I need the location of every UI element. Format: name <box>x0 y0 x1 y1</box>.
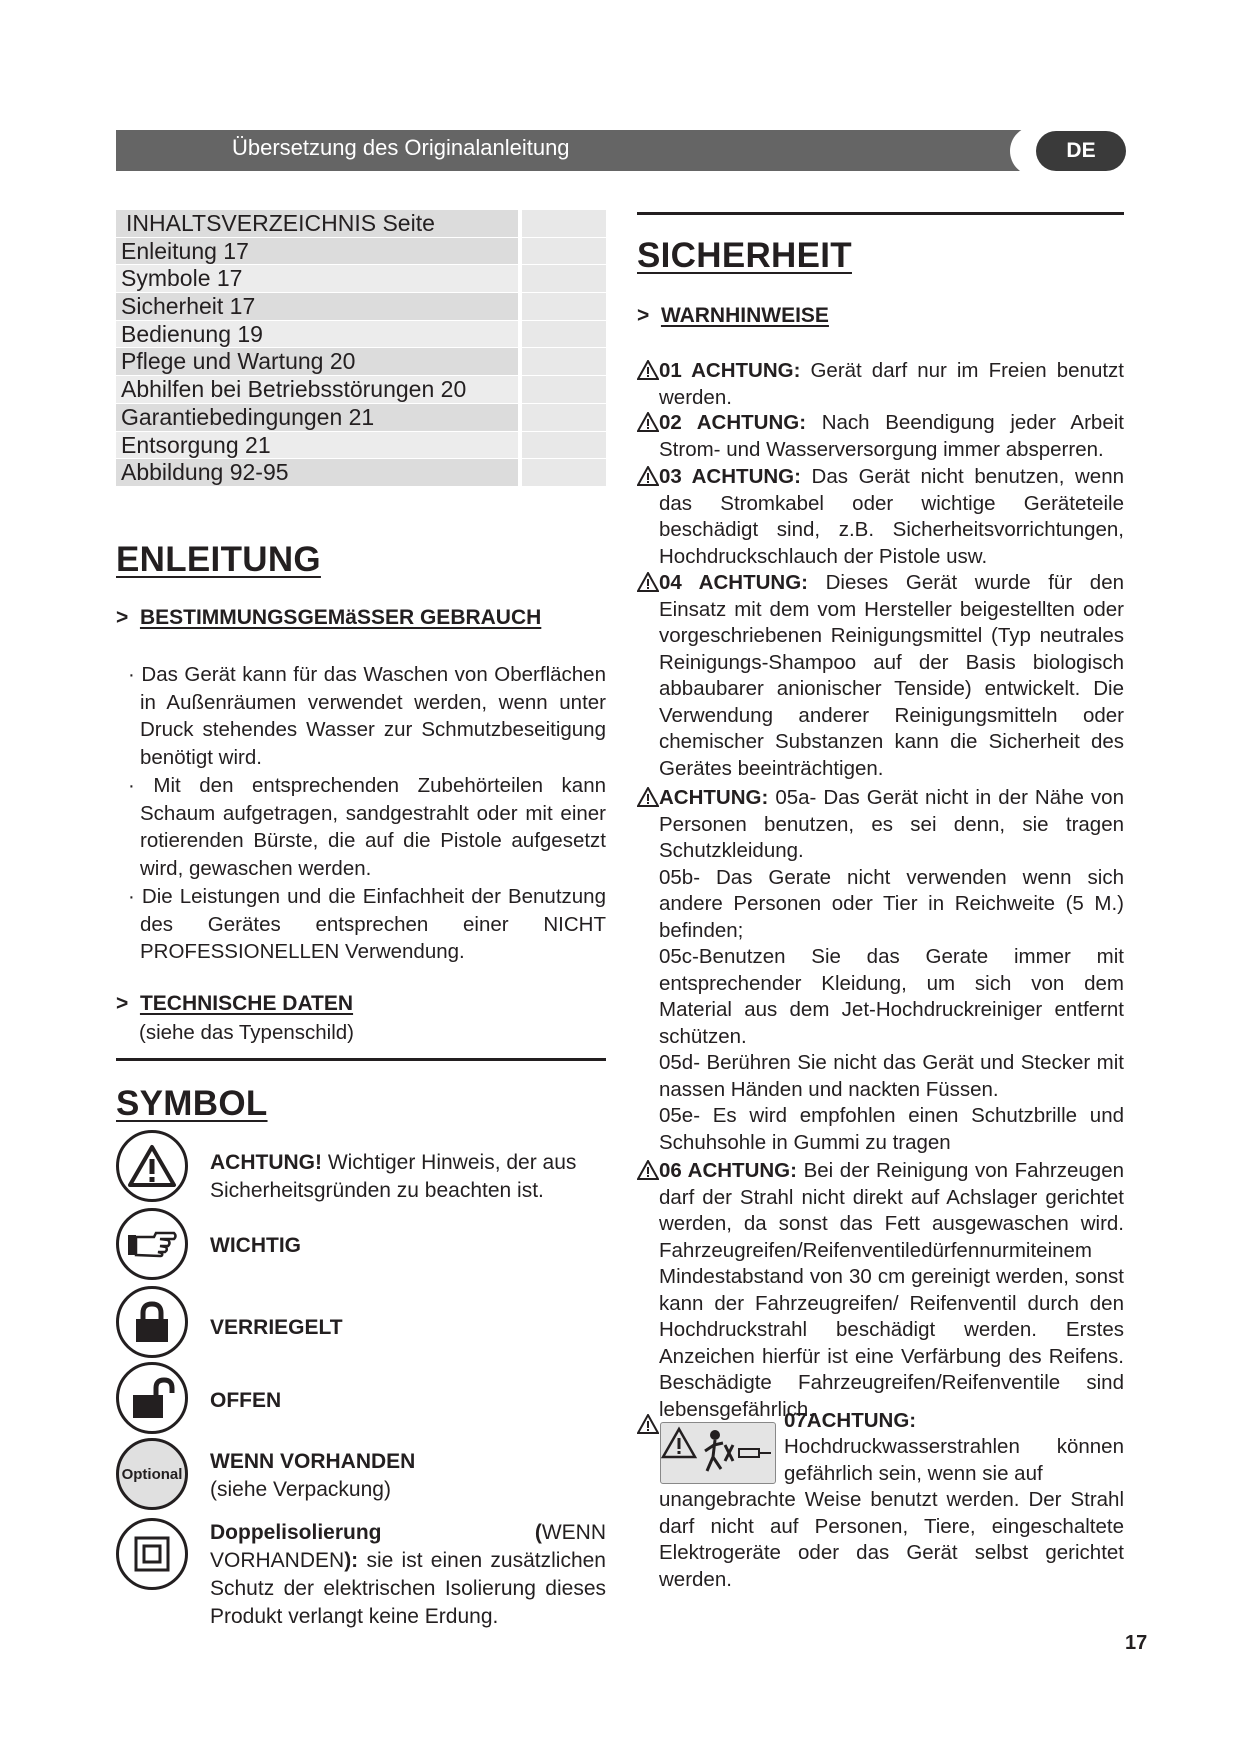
warning-03 <box>637 464 1124 570</box>
doppelisolierung-description <box>210 1519 606 1631</box>
toc-item: Garantiebedingungen 21 <box>116 404 518 432</box>
warnhinweise-title: WARNHINWEISE <box>660 304 829 327</box>
divider-line <box>637 212 1124 215</box>
warning-triangle-icon <box>637 787 659 807</box>
w05c-text: 05c-Benutzen Sie das Gerate immer mit entsprechender Kleidung, um sich von dem Material aus dem Jet-Hochdruckreiniger entfernt schützen. <box>659 945 1124 1048</box>
w07a-text: Hochdruckwasserstrahlen können gefährlich sein, wenn sie auf <box>784 1435 1124 1485</box>
w07b-text: unangebrachte Weise benutzt werden. Der Strahl darf nicht auf Personen, Tiere, eingeschaltete Elektrogeräte oder das Gerät selbst gerichtet werden. <box>659 1488 1124 1591</box>
w04-label: 04 ACHTUNG: <box>659 571 808 594</box>
w06-text: Bei der Reinigung von Fahrzeugen darf der Strahl nicht direkt auf Achslager gerichtet werden, da sonst das Fett ausgewaschen wird. Fahrzeugreifen/Reifenventiledürfennurmiteinem Mindestabstand von 30 cm gereinigt werden, sonst kann der Fahrzeugreifen/ Reifenventil durch den Hochdruckstrahl beschädigt werden. Erstes Anzeichen hierfür ist eine Verfärbung des Reifens. Beschädigte Fahrzeugreifen/Reifenventile sind lebensgefährlich. <box>659 1159 1125 1421</box>
w01-text: Gerät darf nur im Freien benutzt werden. <box>659 359 1124 409</box>
doppel-close: ): <box>344 1549 359 1572</box>
w02-label: 02 ACHTUNG: <box>659 411 807 434</box>
w05d-text: 05d- Berühren Sie nicht das Gerät und Stecker mit nassen Händen und nackten Füssen. <box>659 1051 1124 1101</box>
bestimmung-subheading <box>116 606 541 630</box>
achtung-text: Wichtiger Hinweis, der aus Sicherheitsgründen zu beachten ist. <box>210 1151 577 1202</box>
w06-label: 06 ACHTUNG: <box>659 1159 797 1182</box>
toc-item: Abbildung 92-95 <box>116 459 518 487</box>
toc-row <box>116 238 608 266</box>
bullet-2: · Mit den entsprechenden Zubehörteilen kann Schaum aufgetragen, sandgestrahlt oder mit einer rotierenden Bürste, die auf die Pistole aufgesetzt wird, gewaschen werden. <box>128 774 606 880</box>
w03-label: 03 ACHTUNG: <box>659 465 801 488</box>
language-badge: DE <box>1036 131 1126 171</box>
achtung-label: ACHTUNG! <box>210 1151 322 1174</box>
w05e-text: 05e- Es wird empfohlen einen Schutzbrille und Schuhsohle in Gummi zu tragen <box>659 1104 1124 1154</box>
toc-item: Entsorgung 21 <box>116 432 518 460</box>
toc-row <box>116 293 608 321</box>
toc-row <box>116 265 608 293</box>
wenn-vorhanden-note: (siehe Verpackung) <box>210 1478 391 1501</box>
toc-heading: INHALTSVERZEICHNIS Seite <box>116 210 518 238</box>
warning-02 <box>637 410 1124 463</box>
toc-item: Symbole 17 <box>116 265 518 293</box>
arrow-icon: > <box>637 304 650 327</box>
optional-icon-text: Optional <box>121 1465 183 1483</box>
warning-04 <box>637 570 1124 782</box>
doppel-paren: WENN VORHANDEN <box>210 1521 606 1572</box>
divider-line <box>116 1058 606 1061</box>
arrow-icon: > <box>116 992 129 1015</box>
pointing-hand-icon <box>116 1208 188 1280</box>
toc-row <box>116 321 608 349</box>
toc-item: Bedienung 19 <box>116 321 518 349</box>
lock-open-icon <box>116 1362 188 1434</box>
lock-closed-icon <box>116 1286 188 1358</box>
toc-item: Pflege und Wartung 20 <box>116 348 518 376</box>
w07-label: 07ACHTUNG: <box>784 1409 917 1432</box>
achtung-description <box>210 1149 590 1205</box>
warning-triangle-icon <box>637 1414 659 1434</box>
warnhinweise-subheading <box>637 304 829 328</box>
w01-label: 01 ACHTUNG: <box>659 359 801 382</box>
bullet-3: · Die Leistungen und die Einfachheit der Benutzung des Gerätes entsprechen einer NICHT PROFESSIONELLEN Verwendung. <box>128 885 606 963</box>
warning-triangle-icon <box>637 1160 659 1180</box>
wichtig-label: WICHTIG <box>210 1234 301 1257</box>
toc-item: Sicherheit 17 <box>116 293 518 321</box>
warning-05 <box>637 785 1124 1156</box>
offen-label: OFFEN <box>210 1389 282 1412</box>
toc-row <box>116 348 608 376</box>
bullet-1: · Das Gerät kann für das Waschen von Oberflächen in Außenräumen verwendet werden, wenn unter Druck stehendes Wasser zur Schmutzbeseitigung benötigt wird. <box>128 663 606 769</box>
warning-icon <box>116 1130 188 1202</box>
verriegelt-label: VERRIEGELT <box>210 1316 343 1339</box>
w05b-text: 05b- Das Gerate nicht verwenden wenn sich andere Personen oder Tier in Reichweite (5 M.) befinden; <box>659 865 1124 942</box>
w05a-text: 05a- Das Gerät nicht in der Nähe von Personen benutzen, es sei denn, sie tragen Schutzkleidung. <box>659 786 1124 862</box>
water-jet-warning-image <box>660 1422 776 1484</box>
double-insulation-icon <box>116 1518 188 1590</box>
toc-row <box>116 459 608 487</box>
toc-row <box>116 210 608 238</box>
w02-text: Nach Beendigung jeder Arbeit Strom- und Wasserversorgung immer absperren. <box>659 411 1124 461</box>
toc-item: Enleitung 17 <box>116 238 518 266</box>
w05-label: ACHTUNG: <box>659 786 769 809</box>
toc-item: Abhilfen bei Betriebsstörungen 20 <box>116 376 518 404</box>
wenn-vorhanden-label: WENN VORHANDEN <box>210 1450 416 1473</box>
w05a <box>659 785 1124 865</box>
technische-subheading <box>116 992 353 1016</box>
doppel-label: Doppelisolierung ( <box>210 1521 542 1544</box>
warning-triangle-icon <box>637 412 659 432</box>
toc-row <box>116 404 608 432</box>
table-of-contents <box>116 210 608 487</box>
technische-note: (siehe das Typenschild) <box>139 1021 354 1044</box>
doppel-text: sie ist einen zusätzlichen Schutz der elektrischen Isolierung dieses Produkt verlangt keine Erdung. <box>210 1549 606 1628</box>
page-number: 17 <box>1125 1632 1148 1654</box>
toc-row <box>116 376 608 404</box>
optional-icon <box>116 1438 188 1510</box>
symbol-heading: SYMBOL <box>116 1084 268 1123</box>
bestimmung-title: BESTIMMUNGSGEMäSSER GEBRAUCH <box>139 606 542 629</box>
warning-triangle-icon <box>637 360 659 380</box>
w04-text: Dieses Gerät wurde für den Einsatz mit dem vom Hersteller beigestellten oder vorgeschriebenen Reinigungsmittel (Typ neutrales Reinigungs-Shampoo auf der Basis biologisch abbaubarer anionischer Tenside) entwickelt. Die Verwendung anderer Reinigungsmitteln oder chemischer Substanzen kann die Sicherheit des Gerätes beeinträchtigen. <box>659 571 1124 780</box>
warning-01 <box>637 358 1124 411</box>
warning-triangle-icon <box>637 572 659 592</box>
header-title: Übersetzung des Originalanleitung <box>232 135 570 160</box>
warning-triangle-icon <box>637 466 659 486</box>
toc-row <box>116 432 608 460</box>
technische-title: TECHNISCHE DATEN <box>139 992 354 1015</box>
sicherheit-heading: SICHERHEIT <box>637 236 852 275</box>
warning-06 <box>637 1158 1124 1423</box>
enleitung-heading: ENLEITUNG <box>116 540 321 579</box>
arrow-icon: > <box>116 606 129 629</box>
w03-text: Das Gerät nicht benutzen, wenn das Stromkabel oder wichtige Geräteteile beschädigt sind, z.B. Sicherheitsvorrichtungen, Hochdruckschlauch der Pistole usw. <box>659 465 1124 568</box>
